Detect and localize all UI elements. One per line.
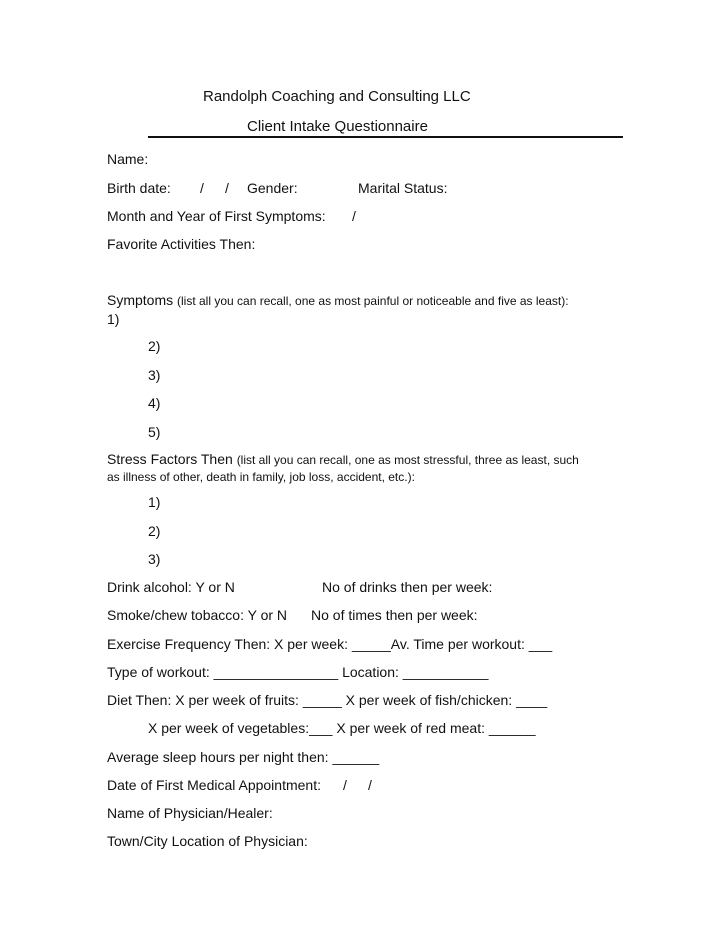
name-label: Name:	[107, 151, 149, 167]
medical-appointment-slash: /	[343, 777, 347, 793]
drinks-per-week-label: No of drinks then per week:	[322, 579, 493, 595]
form-title: Client Intake Questionnaire	[247, 118, 428, 135]
symptom-item: 2)	[148, 338, 161, 354]
physician-name-label: Name of Physician/Healer:	[107, 805, 273, 821]
diet-line-2: X per week of vegetables:___ X per week of red meat: ______	[148, 720, 536, 736]
symptom-item: 4)	[148, 395, 161, 411]
symptom-item: 1)	[107, 311, 120, 327]
gender-label: Gender:	[247, 180, 298, 196]
first-symptoms-slash: /	[352, 208, 356, 224]
stress-label: Stress Factors Then	[107, 451, 233, 467]
symptom-item: 5)	[148, 424, 161, 440]
stress-item: 2)	[148, 523, 161, 539]
tobacco-label: Smoke/chew tobacco: Y or N	[107, 607, 288, 623]
diet-line: Diet Then: X per week of fruits: _____ X per week of fish/chicken: ____	[107, 692, 548, 708]
tobacco-per-week-label: No of times then per week:	[311, 607, 478, 623]
symptoms-note: (list all you can recall, one as most painful or noticeable and five as least):	[177, 294, 569, 308]
title-underline	[148, 136, 623, 138]
medical-appointment-slash: /	[368, 777, 372, 793]
stress-item: 3)	[148, 551, 161, 567]
stress-note: (list all you can recall, one as most stressful, three as least, such	[236, 453, 579, 467]
drink-alcohol-label: Drink alcohol: Y or N	[107, 579, 235, 595]
first-symptoms-label: Month and Year of First Symptoms:	[107, 208, 326, 224]
birth-date-slash: /	[200, 180, 204, 196]
symptoms-heading	[107, 292, 569, 310]
marital-status-label: Marital Status:	[358, 180, 448, 196]
stress-note-continued: as illness of other, death in family, job loss, accident, etc.):	[107, 470, 415, 484]
stress-item: 1)	[148, 494, 161, 510]
stress-heading	[107, 451, 579, 469]
medical-appointment-label: Date of First Medical Appointment:	[107, 777, 321, 793]
company-name: Randolph Coaching and Consulting LLC	[203, 88, 471, 105]
workout-type-line: Type of workout: ________________ Location: ___________	[107, 664, 489, 680]
sleep-hours-line: Average sleep hours per night then: ______	[107, 749, 380, 765]
birth-date-label: Birth date:	[107, 180, 171, 196]
physician-location-label: Town/City Location of Physician:	[107, 833, 308, 849]
birth-date-slash: /	[225, 180, 229, 196]
exercise-frequency-line: Exercise Frequency Then: X per week: _____Av. Time per workout: ___	[107, 636, 553, 652]
symptom-item: 3)	[148, 367, 161, 383]
favorite-activities-label: Favorite Activities Then:	[107, 236, 256, 252]
symptoms-label: Symptoms	[107, 292, 174, 308]
